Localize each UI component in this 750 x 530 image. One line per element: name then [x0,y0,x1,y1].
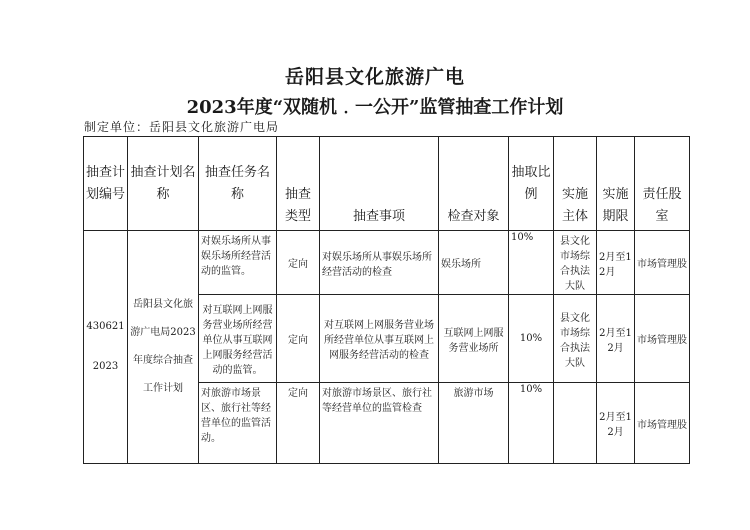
page-title: 岳阳县文化旅游广电 [284,66,465,88]
ratio-cell: 10% [509,295,554,383]
inspection-plan-table [83,136,690,464]
item-cell: 对娱乐场所从事娱乐场所经营活动的检查 [320,231,439,295]
plan-id-cell: 430621 2023 [84,231,128,464]
table-header-row [84,137,690,231]
column-header: 实施主体 [554,137,597,231]
column-header: 实施期限 [597,137,635,231]
page-subtitle: 2023年度“双随机﹒一公开”监管抽查工作计划 [186,97,564,118]
plan-name-cell: 岳阳县文化旅游广电局2023年度综合抽查工作计划 [128,231,199,464]
item-cell: 对互联网上网服务营业场所经营单位从事互联网上网服务经营活动的检查 [320,295,439,383]
period-cell: 2月至12月 [597,231,635,295]
period-cell: 2月至12月 [597,295,635,383]
type-cell: 定向 [277,383,320,464]
target-cell: 旅游市场 [439,383,509,464]
dept-cell: 市场管理股 [635,231,690,295]
type-cell: 定向 [277,295,320,383]
column-header: 责任股室 [635,137,690,231]
ratio-cell: 10% [509,231,554,295]
subject-cell: 县文化市场综合执法大队 [554,295,597,383]
ratio-cell: 10% [509,383,554,464]
column-header: 抽查计划编号 [84,137,128,231]
dept-cell: 市场管理股 [635,383,690,464]
table-row [84,231,690,295]
subject-cell [554,383,597,464]
task-cell: 对旅游市场景区、旅行社等经营单位的监管活动。 [199,383,277,464]
column-header: 抽查类型 [277,137,320,231]
task-cell: 对娱乐场所从事娱乐场所经营活动的监管。 [199,231,277,295]
column-header: 抽查计划名称 [128,137,199,231]
dept-cell: 市场管理股 [635,295,690,383]
column-header: 抽取比例 [509,137,554,231]
column-header: 抽查任务名称 [199,137,277,231]
period-cell: 2月至12月 [597,383,635,464]
item-cell: 对旅游市场景区、旅行社等经营单位的监管检查 [320,383,439,464]
subject-cell: 县文化市场综合执法大队 [554,231,597,295]
column-header: 抽查事项 [320,137,439,231]
issuing-unit: 制定单位：岳阳县文化旅游广电局 [84,120,280,134]
task-cell: 对互联网上网服务营业场所经营单位从事互联网上网服务经营活动的监管。 [199,295,277,383]
target-cell: 娱乐场所 [439,231,509,295]
type-cell: 定向 [277,231,320,295]
target-cell: 互联网上网服务营业场所 [439,295,509,383]
column-header: 检查对象 [439,137,509,231]
